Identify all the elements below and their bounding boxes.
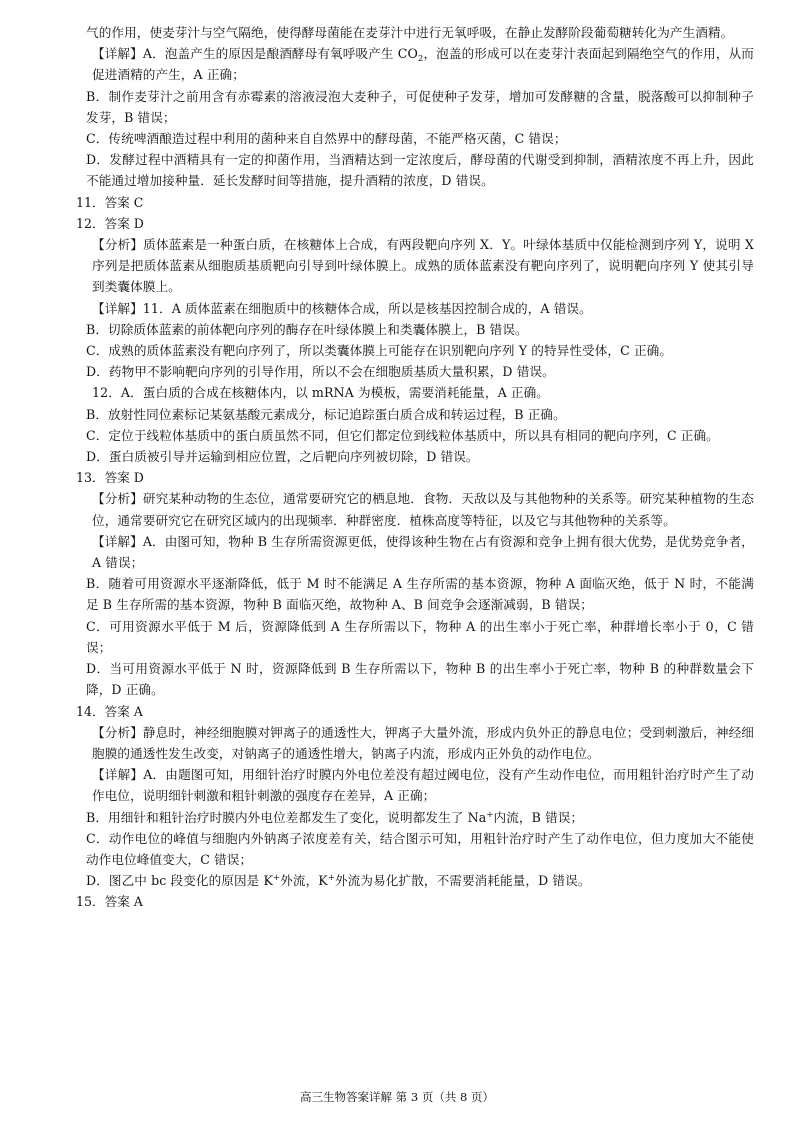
superscript: + [327, 873, 336, 884]
text-line [86, 43, 754, 85]
text-line: D．药物甲不影响靶向序列的引导作用，所以不会在细胞质基质大量积累，D 错误。 [86, 364, 555, 380]
text-line [86, 870, 754, 891]
text-span: 外流，K [280, 873, 328, 889]
detail-paragraph: 【详解】A．由题图可知，用细针治疗时膜内外电位差没有超过阈电位，没有产生动作电位，而用粗针治疗时产生了动作电位，说明细针刺激和粗针刺激的强度存在差异，A 正确； [92, 767, 754, 804]
text-line: 12．A．蛋白质的合成在核糖体内，以 mRNA 为模板，需要消耗能量，A 正确。 [92, 385, 549, 401]
text-line: D．当可用资源水平低于 N 时，资源降低到 B 生存所需以下，物种 B 的出生率小于死亡率，物种 B 的种群数量会下降，D 正确。 [86, 661, 754, 698]
superscript: + [272, 873, 281, 884]
answer-heading: 15．答案 A [76, 894, 143, 910]
text-line: B．随着可用资源水平逐渐降低，低于 M 时不能满足 A 生存所需的基本资源，物种 A 面临灭绝，低于 N 时，不能满足 B 生存所需的基本资源，物种 B 面临灭绝，故物种 A、B 间竞争会逐渐减弱，B 错误； [86, 576, 754, 613]
text-line: C．定位于线粒体基质中的蛋白质虽然不同，但它们都定位到线粒体基质中，所以具有相同的靶向序列，C 正确。 [86, 427, 719, 443]
answer-heading: 12．答案 D [76, 215, 144, 231]
text-line: D．蛋白质被引导并运输到相应位置，之后靶向序列被切除，D 错误。 [86, 449, 479, 465]
text-line: C．动作电位的峰值与细胞内外钠离子浓度差有关，结合图示可知，用粗针治疗时产生了动作电位，但力度加大不能使动作电位峰值变大，C 错误； [86, 830, 754, 867]
text-line: C．成熟的质体蓝素没有靶向序列了，所以类囊体膜上可能存在识别靶向序列 Y 的特异性受体，C 正确。 [86, 343, 673, 359]
text-line: D．发酵过程中酒精具有一定的抑菌作用，当酒精达到一定浓度后，酵母菌的代谢受到抑制，酒精浓度不再上升，因此不能通过增加接种量．延长发酵时间等措施，提升酒精的浓度，D 错误。 [86, 152, 754, 189]
text-span: B．用细针和粗针治疗时膜内外电位差都发生了变化，说明都发生了 Na [86, 809, 487, 825]
page-footer: 高三生物答案详解 第 3 页（共 8 页） [300, 1090, 494, 1104]
text-line: C．传统啤酒酿造过程中利用的菌种来自自然界中的酵母菌，不能严格灭菌，C 错误； [86, 131, 567, 147]
text-line: B．放射性同位素标记某氨基酸元素成分，标记追踪蛋白质合成和转运过程，B 正确。 [86, 406, 566, 422]
text-line: B．切除质体蓝素的前体靶向序列的酶存在叶绿体膜上和类囊体膜上，B 错误。 [86, 321, 528, 337]
detail-paragraph: 【详解】11．A 质体蓝素在细胞质中的核糖体合成，所以是核基因控制合成的，A 错误。 [92, 300, 592, 316]
text-span: 内流，B 错误； [493, 809, 584, 825]
text-line: C．可用资源水平低于 M 后，资源降低到 A 生存所需以下，物种 A 的出生率小于死亡率，种群增长率小于 0，C 错误； [86, 618, 754, 655]
detail-paragraph: 【详解】A．由图可知，物种 B 生存所需资源更低，使得该种生物在占有资源和竞争上拥有很大优势，是优势竞争者，A 错误； [92, 533, 754, 571]
text-span: 【详解】A．泡盖产生的原因是酿酒酵母有氧呼吸产生 CO [92, 46, 418, 62]
analysis-paragraph: 【分析】静息时，神经细胞膜对钾离子的通透性大，钾离子大量外流，形成内负外正的静息电位；受到刺激后，神经细胞膜的通透性发生改变，对钠离子的通透性增大，钠离子内流，形成内正外负的动作电位。 [92, 724, 754, 761]
text-span: ，泡盖的形成可以在麦芽汁表面起到隔绝空气的作用，从而促进酒精的产生，A 正确； [92, 46, 754, 83]
text-line: 气的作用，使麦芽汁与空气隔绝，使得酵母菌能在麦芽汁中进行无氧呼吸，在静止发酵阶段葡萄糖转化为产生酒精。 [86, 25, 734, 40]
text-span: D．图乙中 bc 段变化的原因是 K [86, 873, 273, 889]
superscript: + [486, 809, 494, 820]
subscript: 2 [417, 54, 424, 65]
answer-heading: 11．答案 C [76, 194, 144, 210]
text-span: 外流为易化扩散，不需要消耗能量，D 错误。 [335, 873, 591, 889]
analysis-paragraph: 【分析】研究某种动物的生态位，通常要研究它的栖息地．食物．天敌以及与其他物种的关系等。研究某种植物的生态位，通常要研究它在研究区域内的出现频率．种群密度．植株高度等特征，以及它与其他物种的关系等。 [92, 491, 754, 528]
text-line [86, 807, 754, 828]
text-line: B．制作麦芽汁之前用含有赤霉素的溶液浸泡大麦种子，可促使种子发芽，增加可发酵糖的含量，脱落酸可以抑制种子发芽，B 错误； [86, 88, 754, 125]
answer-heading: 13．答案 D [76, 470, 144, 486]
answer-heading: 14．答案 A [76, 703, 143, 719]
analysis-paragraph: 【分析】质体蓝素是一种蛋白质，在核糖体上合成，有两段靶向序列 X．Y。叶绿体基质中仅能检测到序列 Y，说明 X 序列是把质体蓝素从细胞质基质靶向引导到叶绿体膜上。成熟的质体蓝素没有靶向序列了，说明靶向序列 Y 使其引导到类囊体膜上。 [92, 237, 754, 295]
